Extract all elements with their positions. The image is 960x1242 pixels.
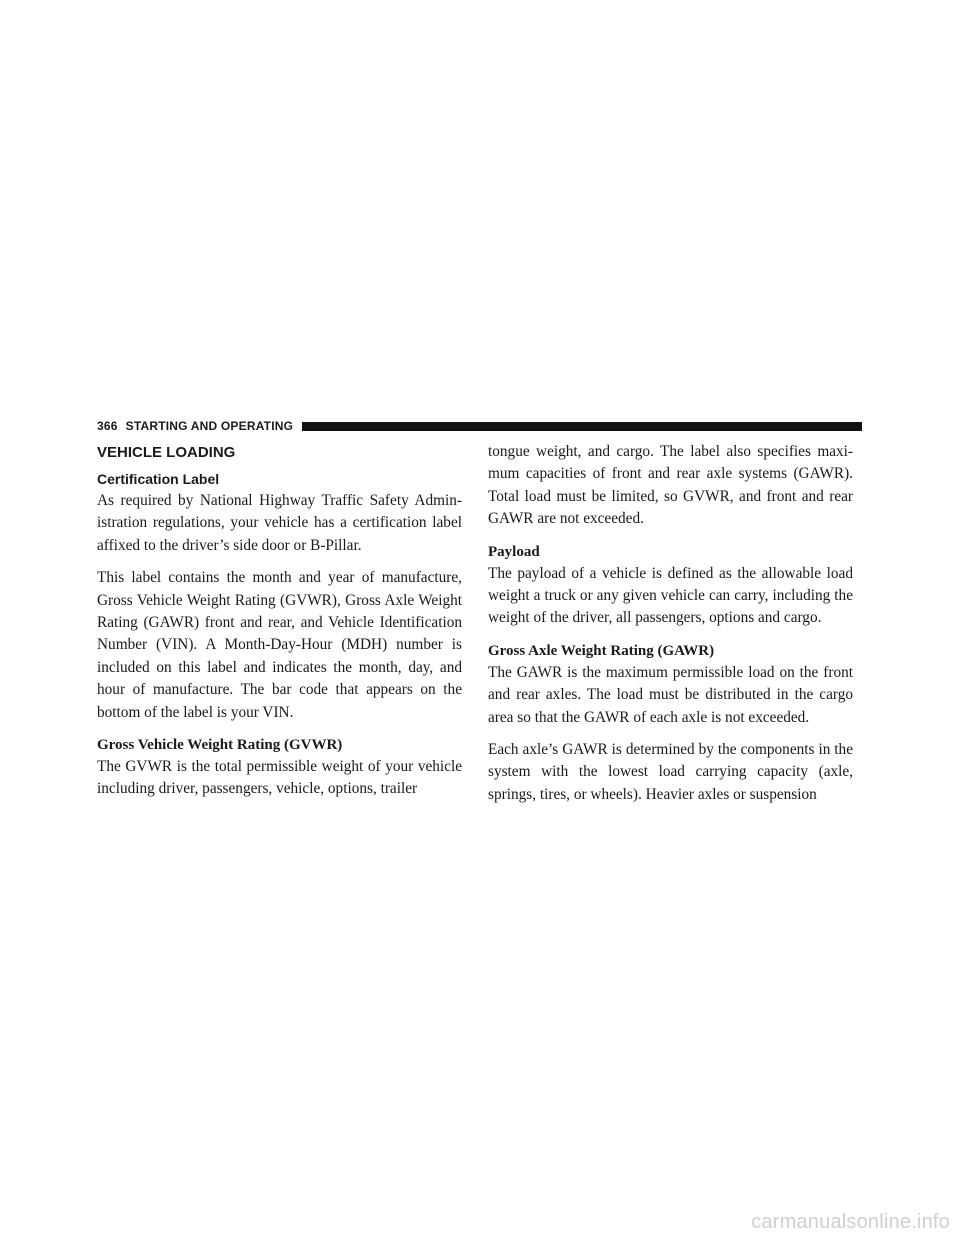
certification-paragraph-1: As required by National Highway Traffic Safety Admin-istration regulations, your vehicle has a certification label affixed to the driver’s side door or B-Pillar.: [97, 492, 462, 554]
gvwr-paragraph-continued: tongue weight, and cargo. The label also specifies maxi-mum capacities of front and rear axle systems (GAWR). Total load must be limited, so GVWR, and front and rear GAWR are not exceeded.: [488, 443, 853, 528]
gawr-paragraph-1: The GAWR is the maximum permissible load on the front and rear axles. The load must be distributed in the cargo area so that the GAWR of each axle is not exceeded.: [488, 663, 853, 726]
certification-paragraph-2: This label contains the month and year of manufacture, Gross Vehicle Weight Rating (GVWR), Gross Axle Weight Rating (GAWR) front and rear, and Vehicle Identification Number (VIN). A Month-Day-Hour (MDH) number is included on this label and indicates the month, day, and hour of manufacture. The bar code that appears on the bottom of the label is your VIN.: [97, 569, 462, 721]
section-title: VEHICLE LOADING: [97, 444, 236, 461]
gawr-paragraph-2: Each axle’s GAWR is determined by the components in the system with the lowest load carrying capacity (axle, springs, tires, or wheels). Heavier axles or suspension: [488, 741, 853, 803]
page-number: 366: [97, 419, 118, 433]
certification-label-heading: Certification Label: [97, 471, 220, 487]
gvwr-heading: Gross Vehicle Weight Rating (GVWR): [97, 737, 343, 754]
payload-heading: Payload: [488, 543, 540, 560]
right-column: [488, 441, 853, 806]
payload-paragraph: The payload of a vehicle is defined as the allowable load weight a truck or any given vehicle can carry, including the weight of the driver, all passengers, options and cargo.: [488, 564, 853, 627]
gvwr-paragraph: The GVWR is the total permissible weight of your vehicle including driver, passengers, vehicle, options, trailer: [97, 758, 462, 798]
header-rule: [302, 422, 862, 431]
section-name: STARTING AND OPERATING: [125, 419, 294, 433]
watermark: carmanualsonline.info: [751, 1211, 950, 1233]
gawr-heading: Gross Axle Weight Rating (GAWR): [488, 642, 715, 659]
left-column: [97, 439, 462, 801]
page-header: [97, 419, 862, 433]
